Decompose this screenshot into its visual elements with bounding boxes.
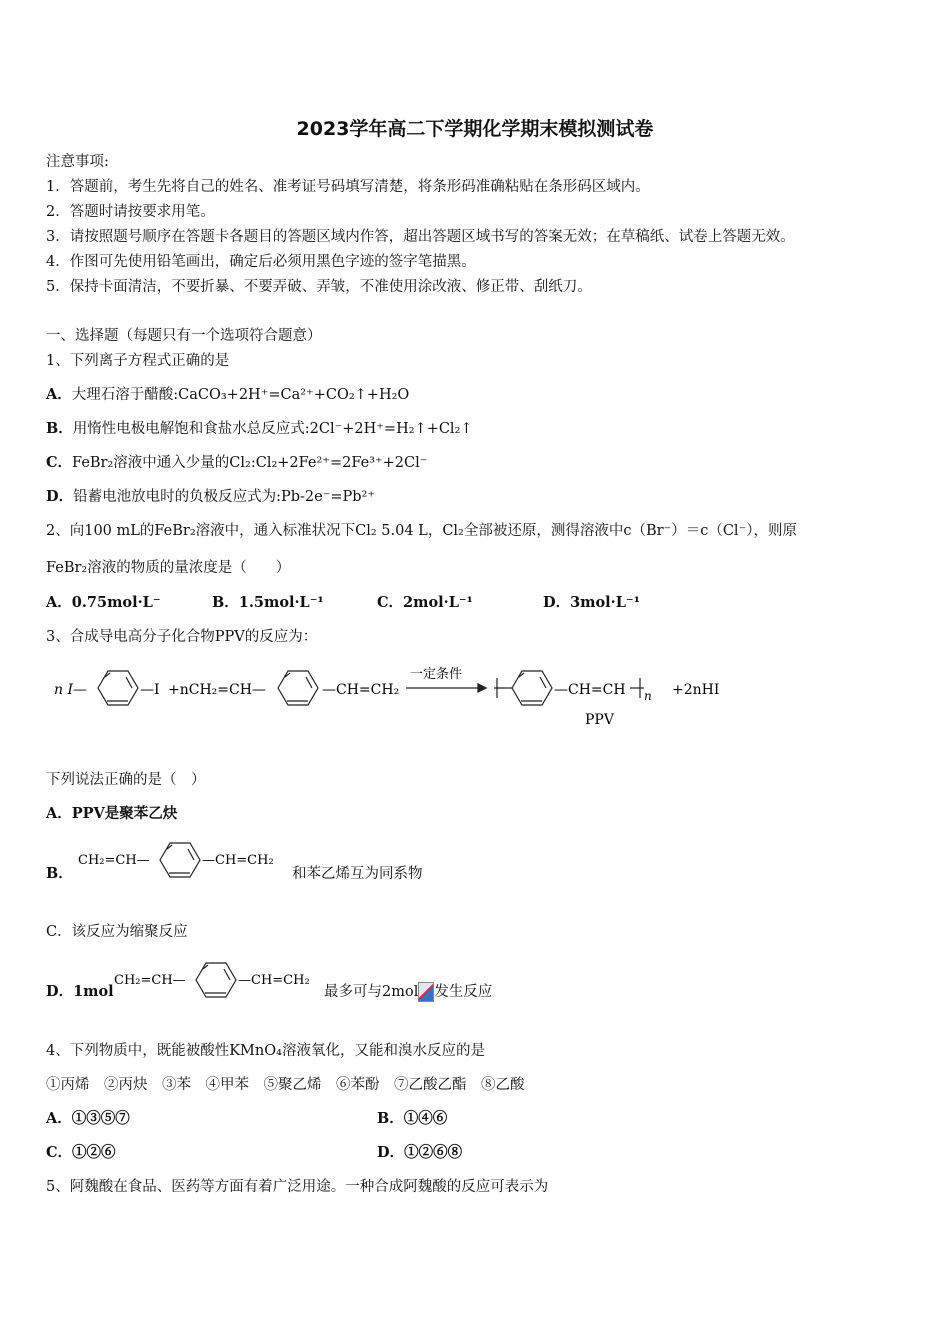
q1-option-c-text: FeBr₂溶液中通入少量的Cl₂:Cl₂+2Fe²⁺=2Fe³⁺+2Cl⁻ bbox=[72, 455, 428, 471]
benzene-ring-icon-1 bbox=[98, 671, 138, 705]
q3-option-d-text-group bbox=[324, 982, 492, 1002]
divinylbenzene-structure-b bbox=[78, 838, 292, 882]
eq-product-text: —CH=CH bbox=[554, 682, 626, 698]
q1-option-b-text: 用惰性电极电解饱和食盐水总反应式:2Cl⁻+2H⁺=H₂↑+Cl₂↑ bbox=[72, 421, 473, 437]
notice-item-5: 5．保持卡面清洁，不要折暴、不要弄破、弄皱，不准使用涂改液、修正带、刮纸刀。 bbox=[46, 279, 592, 295]
q3-option-a: A．PPV是聚苯乙炔 bbox=[46, 805, 178, 822]
q1-option-a-text: 大理石溶于醋酸:CaCO₃+2H⁺=Ca²⁺+CO₂↑+H₂O bbox=[71, 387, 410, 403]
benzene-ring-icon-d bbox=[196, 963, 236, 997]
d-struct-left-text: CH₂=CH— bbox=[114, 973, 186, 988]
eq-plus-text: +nCH₂=CH— bbox=[168, 682, 266, 698]
q1-option-d-text: 铅蓄电池放电时的负极反应式为:Pb-2e⁻=Pb²⁺ bbox=[73, 489, 376, 505]
eq-reactant1-text: n I— bbox=[54, 682, 87, 698]
bracket-close-icon bbox=[630, 678, 644, 698]
q4-option-c: C．①②⑥ bbox=[46, 1144, 116, 1161]
q2-option-d: D．3mol·L⁻¹ bbox=[543, 594, 640, 611]
q2-stem-line1: 2、向100 mL的FeBr₂溶液中，通入标准状况下Cl₂ 5.04 L，Cl₂全部被还原，测得溶液中c（Br⁻）＝c（Cl⁻），则原 bbox=[46, 523, 797, 539]
q3-stem: 3、合成导电高分子化合物PPV的反应为： bbox=[46, 629, 318, 645]
broken-image-icon bbox=[418, 982, 434, 1002]
q5-stem: 5、阿魏酸在食品、医药等方面有着广泛用途。一种合成阿魏酸的反应可表示为 bbox=[46, 1179, 549, 1195]
b-struct-right-text: —CH=CH₂ bbox=[202, 853, 274, 868]
q4-items: ①丙烯 ②丙炔 ③苯 ④甲苯 ⑤聚乙烯 ⑥苯酚 ⑦乙酸乙酯 ⑧乙酸 bbox=[46, 1077, 525, 1093]
d-struct-right-text: —CH=CH₂ bbox=[238, 973, 310, 988]
q4-option-a: A．①③⑤⑦ bbox=[46, 1110, 130, 1127]
ppv-reaction-equation bbox=[50, 660, 730, 732]
reaction-arrow-icon bbox=[406, 684, 486, 692]
eq-iodine-text: —I bbox=[140, 682, 160, 698]
notice-item-3: 3．请按照题号顺序在答题卡各题目的答题区域内作答，超出答题区域书写的答案无效；在草稿纸、试卷上答题无效。 bbox=[46, 229, 795, 245]
notice-item-1: 1．答题前，考生先将自己的姓名、准考证号码填写清楚，将条形码准确粘贴在条形码区域内。 bbox=[46, 179, 650, 195]
q2-option-a: A．0.75mol·L⁻ bbox=[46, 594, 161, 611]
q1-option-a-label: A． bbox=[46, 386, 72, 403]
q2-stem-line2: FeBr₂溶液的物质的量浓度是（ ） bbox=[46, 560, 291, 576]
benzene-ring-icon-3 bbox=[512, 671, 552, 705]
notice-heading: 注意事项: bbox=[46, 154, 109, 170]
q4-option-b: B．①④⑥ bbox=[377, 1110, 448, 1127]
notice-item-4: 4．作图可先使用铅笔画出，确定后必须用黑色字迹的签字笔描黑。 bbox=[46, 254, 476, 270]
notice-item-2: 2．答题时请按要求用笔。 bbox=[46, 204, 215, 220]
page-title: 2023学年高二下学期化学期末模拟测试卷 bbox=[296, 118, 654, 140]
q3-option-c: C．该反应为缩聚反应 bbox=[46, 924, 188, 940]
divinylbenzene-structure-d bbox=[114, 958, 326, 1002]
q1-option-b bbox=[46, 419, 473, 439]
q2-option-c: C．2mol·L⁻¹ bbox=[377, 594, 473, 611]
eq-ppv-label: PPV bbox=[585, 712, 614, 728]
q3-option-d-text2: 发生反应 bbox=[434, 984, 493, 1000]
q1-option-d-label: D． bbox=[46, 488, 74, 505]
q1-option-b-label: B． bbox=[46, 420, 73, 437]
benzene-ring-icon-b bbox=[160, 843, 200, 877]
q3-option-b-label: B． bbox=[46, 865, 73, 882]
q3-question: 下列说法正确的是（ ） bbox=[46, 772, 206, 788]
q2-option-b: B．1.5mol·L⁻¹ bbox=[212, 594, 324, 611]
q1-option-c-label: C． bbox=[46, 454, 73, 471]
q3-option-d-text1: 最多可与2mol bbox=[324, 984, 419, 1000]
bracket-icon bbox=[494, 678, 512, 698]
eq-vinyl-text: —CH=CH₂ bbox=[322, 682, 400, 698]
section-heading: 一、选择题（每题只有一个选项符合题意） bbox=[46, 328, 322, 344]
q1-option-c bbox=[46, 453, 427, 473]
q1-option-a bbox=[46, 385, 409, 405]
q1-option-d bbox=[46, 487, 375, 507]
q1-stem: 1、下列离子方程式正确的是 bbox=[46, 353, 230, 369]
b-struct-left-text: CH₂=CH— bbox=[78, 853, 150, 868]
eq-byproduct-text: +2nHI bbox=[672, 682, 720, 698]
q3-option-b-text: 和苯乙烯互为同系物 bbox=[292, 866, 423, 882]
benzene-ring-icon-2 bbox=[278, 671, 318, 705]
q4-stem: 4、下列物质中，既能被酸性KMnO₄溶液氧化，又能和溴水反应的是 bbox=[46, 1043, 485, 1059]
q4-option-d: D．①②⑥⑧ bbox=[377, 1144, 463, 1161]
q3-option-d-label: D．1mol bbox=[46, 983, 114, 1000]
eq-n-text: n bbox=[644, 689, 652, 703]
eq-condition-text: 一定条件 bbox=[410, 667, 463, 682]
